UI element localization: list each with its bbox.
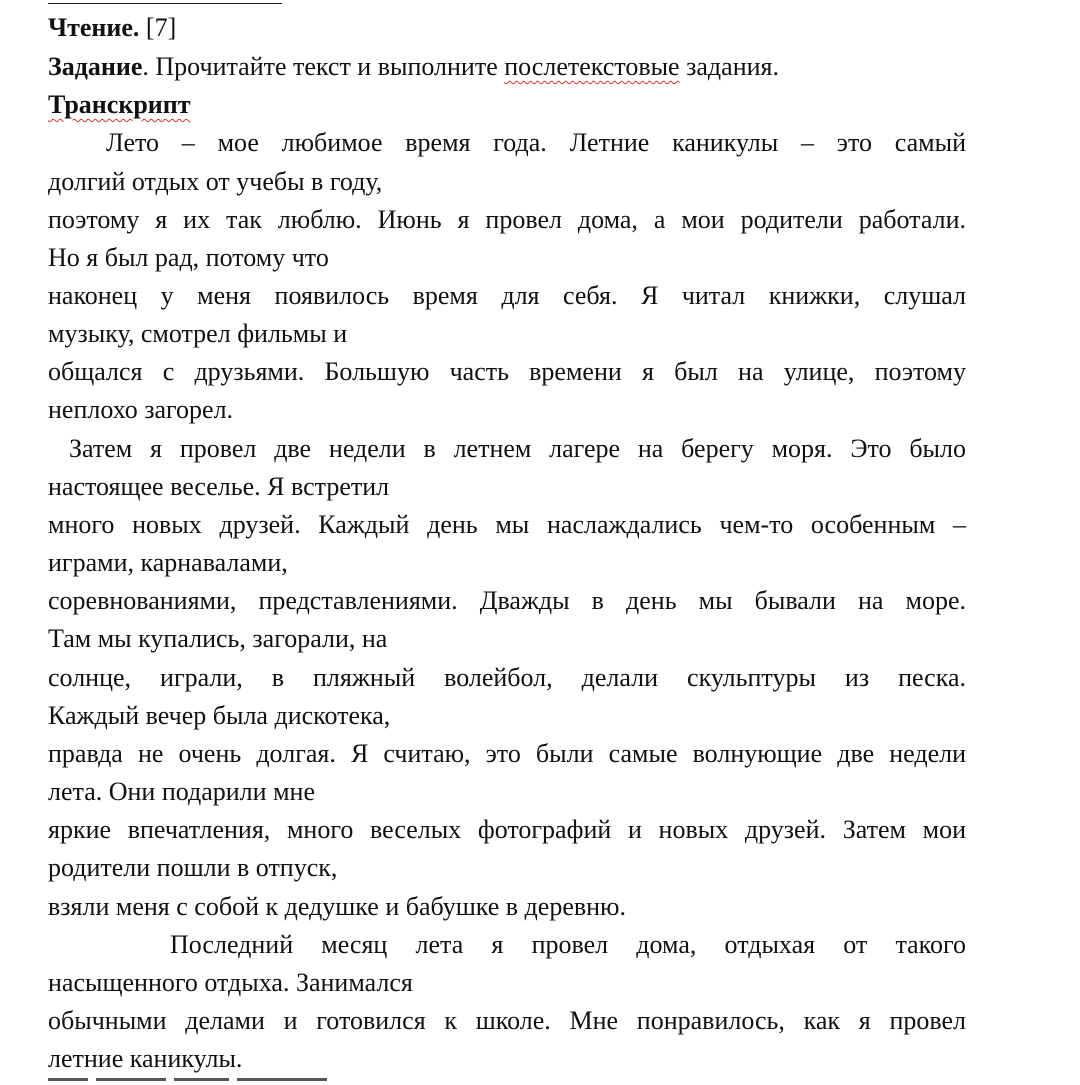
text-line: много новых друзей. Каждый день мы наслаждались чем-то особенным – xyxy=(48,510,966,539)
text-line: лета. Они подарили мне xyxy=(48,777,315,806)
text-line: Затем я провел две недели в летнем лагере на берегу моря. Это было xyxy=(69,434,966,463)
footnote-separator-line xyxy=(48,3,282,4)
text-line: родители пошли в отпуск, xyxy=(48,853,338,882)
text-line: соревнованиями, представлениями. Дважды в день мы бывали на море. xyxy=(48,586,966,615)
task-label: Задание xyxy=(48,52,143,81)
text-line: солнце, играли, в пляжный волейбол, делали скульптуры из песка. xyxy=(48,663,966,692)
text-line: правда не очень долгая. Я считаю, это были самые волнующие две недели xyxy=(48,739,966,768)
reading-points: [7] xyxy=(145,13,177,42)
task-text-before: . Прочитайте текст и выполните xyxy=(142,52,505,81)
text-line: Но я был рад, потому что xyxy=(48,243,329,272)
cut-off-next-line xyxy=(48,1078,348,1085)
text-line: летние каникулы. xyxy=(48,1044,243,1073)
text-line: играми, карнавалами, xyxy=(48,548,288,577)
transcript-label: Транскрипт xyxy=(48,90,191,119)
text-line: Там мы купались, загорали, на xyxy=(48,624,388,653)
text-line: обычными делами и готовился к школе. Мне понравилось, как я провел xyxy=(48,1006,966,1035)
text-line: общался с друзьями. Большую часть времени я был на улице, поэтому xyxy=(48,357,966,386)
text-line: долгий отдых от учебы в году, xyxy=(48,167,383,196)
text-line: музыку, смотрел фильмы и xyxy=(48,319,348,348)
text-line: Лето – мое любимое время года. Летние каникулы – это самый xyxy=(106,128,966,157)
task-text-misspelled-word: послетекстовые xyxy=(504,52,680,81)
text-line: неплохо загорел. xyxy=(48,395,234,424)
task-text-after: задания. xyxy=(679,52,779,81)
transcript-heading xyxy=(48,86,966,124)
text-line: наконец у меня появилось время для себя. Я читал книжки, слушал xyxy=(48,281,966,310)
text-line: поэтому я их так люблю. Июнь я провел дома, а мои родители работали. xyxy=(48,205,966,234)
text-line: взяли меня с собой к дедушке и бабушке в деревню. xyxy=(48,892,626,921)
text-line: Последний месяц лета я провел дома, отдыхая от такого xyxy=(170,930,966,959)
task-instruction xyxy=(48,48,966,86)
text-line: насыщенного отдыха. Занимался xyxy=(48,968,413,997)
text-line: яркие впечатления, много веселых фотографий и новых друзей. Затем мои xyxy=(48,815,966,844)
reading-label: Чтение. xyxy=(48,13,140,42)
text-line: настоящее веселье. Я встретил xyxy=(48,472,390,501)
reading-heading xyxy=(48,9,966,47)
text-line: Каждый вечер была дискотека, xyxy=(48,701,391,730)
